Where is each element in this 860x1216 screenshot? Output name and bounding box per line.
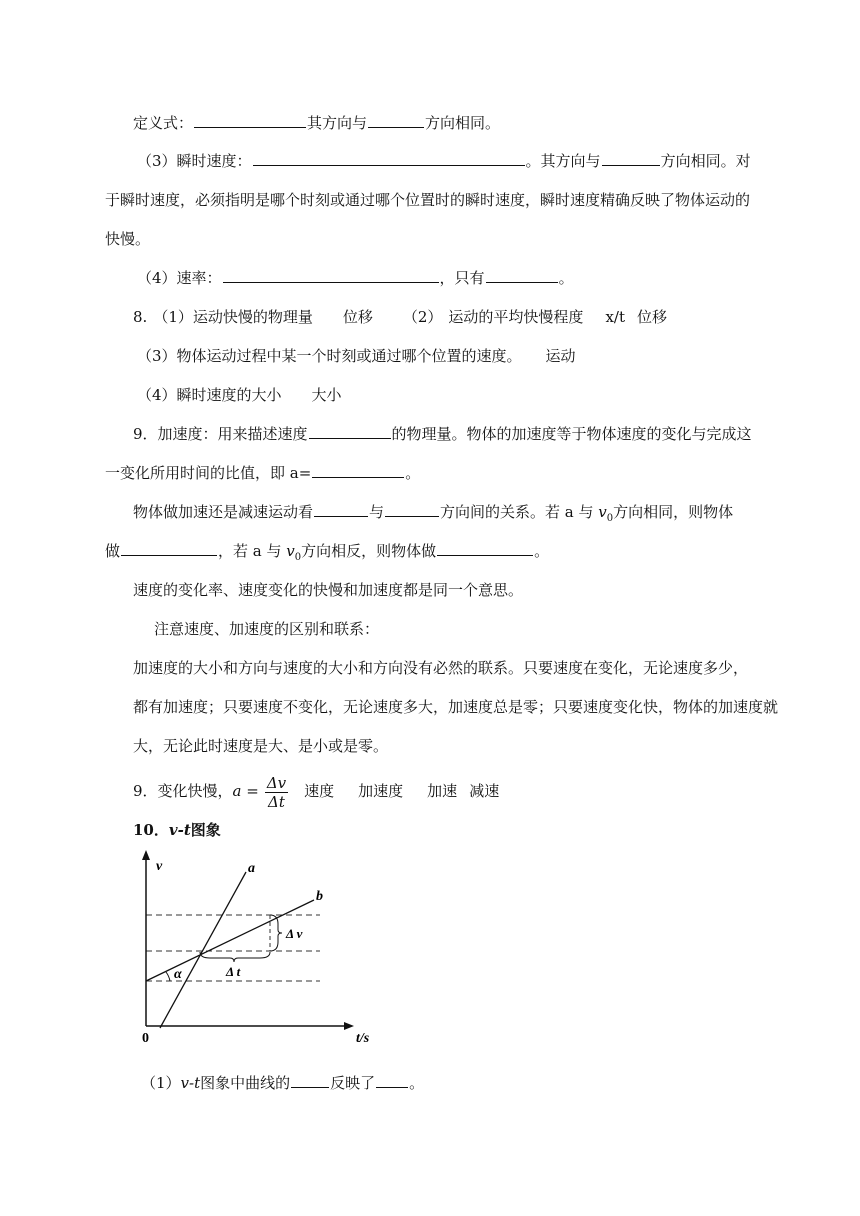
angle-arc: [166, 972, 170, 981]
paragraph-text: 快慢。: [105, 230, 151, 248]
v-t-graph: [130, 848, 380, 1048]
instant-velocity-line: （3）瞬时速度： 。其方向与 方向相同。对: [137, 152, 751, 170]
section-10-heading: 10．v-t图象: [133, 821, 221, 839]
blank: [291, 1073, 329, 1088]
answer-8-line1: 8. （1）运动快慢的物理量 位移 （2） 运动的平均快慢程度 x/t 位移: [133, 308, 667, 326]
fraction: $\frac{\Delta v}{\Delta t}$: [266, 773, 287, 811]
question-9-line1: 9．加速度：用来描述速度 的物理量。物体的加速度等于物体速度的变化与完成这: [133, 425, 752, 443]
t-axis-label: t/s: [356, 1031, 370, 1046]
blank: [314, 502, 368, 517]
paragraph-text: 都有加速度；只要速度不变化，无论速度多大，加速度总是零；只要速度变化快，物体的加速度就: [133, 698, 779, 716]
definition-line: 定义式： 其方向与 方向相同。: [133, 114, 501, 132]
blank: [486, 268, 558, 283]
answer-9-line: 9．变化快慢，a = $\frac{\Delta v}{\Delta t}$ 速度 加速度 加速 减速: [133, 773, 500, 811]
note-heading: 注意速度、加速度的区别和联系：: [154, 620, 380, 638]
speed-rate-line: （4）速率： ，只有 。: [137, 269, 574, 287]
delta-t-brace: [200, 952, 270, 962]
delta-v-label: Δ v: [286, 926, 303, 941]
blank: [309, 424, 391, 439]
paragraph-text: 大，无论此时速度是大、是小或是零。: [133, 737, 389, 755]
t-axis-arrow: [344, 1022, 354, 1030]
v-axis-arrow: [142, 850, 150, 860]
paragraph-text: 加速度的大小和方向与速度的大小和方向没有必然的联系。只要速度在变化，无论速度多少，: [133, 659, 749, 677]
blank: [253, 151, 525, 166]
blank: [194, 113, 306, 128]
question-9-line4: 做 ，若 a 与 $v_0$方向相反，则物体做 。: [105, 542, 550, 563]
line-b-label: b: [316, 889, 323, 904]
blank: [368, 113, 424, 128]
origin-label: 0: [142, 1031, 149, 1046]
question-10-line: （1）v-t图象中曲线的 反映了 。: [141, 1074, 425, 1092]
blank: [312, 463, 404, 478]
question-9-line2: 一变化所用时间的比值，即 a= 。: [105, 464, 421, 482]
angle-label: α: [174, 967, 182, 982]
line-a: [160, 872, 246, 1028]
blank: [121, 541, 217, 556]
blank: [223, 268, 439, 283]
answer-8-line3: （4）瞬时速度的大小 大小: [137, 386, 342, 404]
paragraph-text: 于瞬时速度，必须指明是哪个时刻或通过哪个位置时的瞬时速度，瞬时速度精确反映了物体运动的: [105, 191, 751, 209]
blank: [602, 151, 660, 166]
answer-8-line2: （3）物体运动过程中某一个时刻或通过哪个位置的速度。 运动: [137, 347, 576, 365]
v-axis-label: v: [156, 859, 163, 874]
paragraph-text: 速度的变化率、速度变化的快慢和加速度都是同一个意思。: [133, 581, 524, 599]
blank: [385, 502, 439, 517]
question-9-line3: 物体做加速还是减速运动看 与 方向间的关系。若 a 与 $v_0$方向相同，则物体: [133, 503, 734, 524]
blank: [376, 1073, 408, 1088]
blank: [437, 541, 533, 556]
line-a-label: a: [248, 861, 255, 876]
delta-t-label: Δ t: [226, 964, 241, 979]
